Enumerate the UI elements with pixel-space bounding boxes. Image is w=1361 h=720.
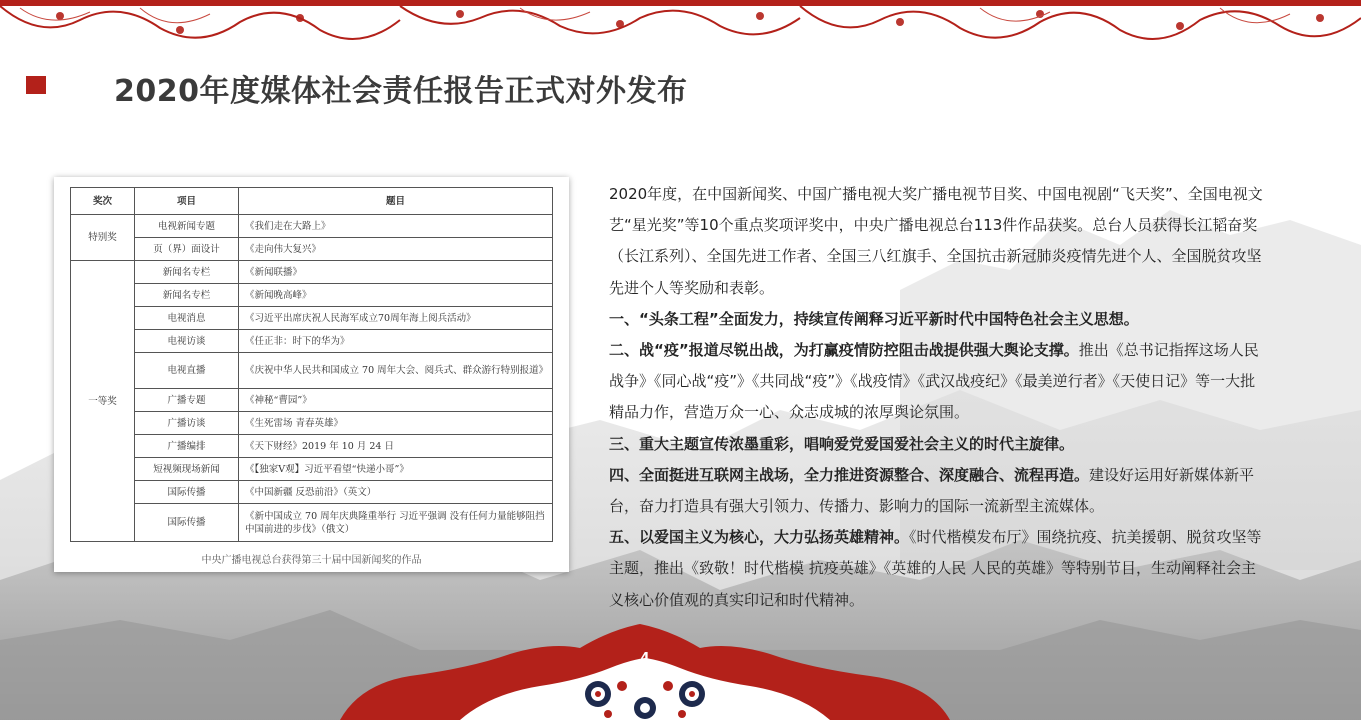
point-5 xyxy=(609,522,1269,616)
point-3 xyxy=(609,429,1269,460)
title-cell: 《生死雷场 青春英雄》 xyxy=(239,412,553,435)
item-cell: 短视频现场新闻 xyxy=(135,458,239,481)
item-cell: 电视直播 xyxy=(135,353,239,389)
report-summary xyxy=(609,179,1269,616)
table-row xyxy=(71,481,553,504)
item-cell: 新闻名专栏 xyxy=(135,284,239,307)
title-cell: 《新闻联播》 xyxy=(239,261,553,284)
point-2-text: 推出《总书记指挥这场人民战争》《同心战“疫”》《共同战“疫”》《战疫情》《武汉战疫纪》《最美逆行者》《天使日记》等一大批精品力作，营造万众一心、众志成城的浓厚舆论氛围。 xyxy=(609,341,1259,422)
bottom-ornament xyxy=(340,624,950,720)
title-cell: 《新闻晚高峰》 xyxy=(239,284,553,307)
column-header-award: 奖次 xyxy=(71,188,135,215)
point-1 xyxy=(609,304,1269,335)
point-1-heading: 一、“头条工程”全面发力，持续宣传阐释习近平新时代中国特色社会主义思想。 xyxy=(609,309,1139,328)
title-marker xyxy=(26,76,46,94)
table-row xyxy=(71,284,553,307)
point-5-heading: 五、以爱国主义为核心，大力弘扬英雄精神。 xyxy=(609,528,910,547)
top-decorative-border xyxy=(0,0,1361,56)
item-cell: 国际传播 xyxy=(135,481,239,504)
title-cell: 《天下财经》2019 年 10 月 24 日 xyxy=(239,435,553,458)
award-cell: 特别奖 xyxy=(71,215,135,261)
title-cell: 《任正非：时下的华为》 xyxy=(239,330,553,353)
title-cell: 《【独家V观】习近平看望“快递小哥”》 xyxy=(239,458,553,481)
title-cell: 《新中国成立 70 周年庆典隆重举行 习近平强调 没有任何力量能够阻挡中国前进的步伐》（俄文） xyxy=(239,504,553,542)
title-cell: 《我们走在大路上》 xyxy=(239,215,553,238)
item-cell: 广播编排 xyxy=(135,435,239,458)
page-title: 2020年度媒体社会责任报告正式对外发布 xyxy=(114,74,688,109)
item-cell: 电视消息 xyxy=(135,307,239,330)
table-row xyxy=(71,307,553,330)
table-row xyxy=(71,389,553,412)
point-2-heading: 二、战“疫”报道尽锐出战，为打赢疫情防控阻击战提供强大舆论支撑。 xyxy=(609,341,1079,360)
column-header-title: 题目 xyxy=(239,188,553,215)
table-row xyxy=(71,435,553,458)
title-cell: 《庆祝中华人民共和国成立 70 周年大会、阅兵式、群众游行特别报道》 xyxy=(239,353,553,389)
intro-paragraph: 2020年度，在中国新闻奖、中国广播电视大奖广播电视节目奖、中国电视剧“飞天奖”、全国电视文艺“星光奖”等10个重点奖项评奖中，中央广播电视总台113件作品获奖。总台人员获得长江韬奋奖（长江系列）、全国先进工作者、全国三八红旗手、全国抗击新冠肺炎疫情先进个人、全国脱贫攻坚先进个人等奖励和表彰。 xyxy=(609,185,1263,297)
table-caption: 中央广播电视总台获得第三十届中国新闻奖的作品 xyxy=(201,555,422,566)
item-cell: 电视访谈 xyxy=(135,330,239,353)
point-4-heading: 四、全面挺进互联网主战场，全力推进资源整合、深度融合、流程再造。 xyxy=(609,465,1090,484)
table-row xyxy=(71,238,553,261)
table-header-row xyxy=(71,188,553,215)
award-table xyxy=(70,187,553,542)
table-row xyxy=(71,412,553,435)
award-cell: 一等奖 xyxy=(71,261,135,542)
item-cell: 页（界）面设计 xyxy=(135,238,239,261)
table-row xyxy=(71,504,553,542)
point-4-text: 建设好运用好新媒体新平台，奋力打造具有强大引领力、传播力、影响力的国际一流新型主流媒体。 xyxy=(609,465,1255,516)
item-cell: 广播专题 xyxy=(135,389,239,412)
item-cell: 新闻名专栏 xyxy=(135,261,239,284)
title-cell: 《走向伟大复兴》 xyxy=(239,238,553,261)
item-cell: 电视新闻专题 xyxy=(135,215,239,238)
page-number: 4 xyxy=(640,651,650,666)
table-row xyxy=(71,215,553,238)
column-header-item: 项目 xyxy=(135,188,239,215)
award-table-card xyxy=(54,177,569,572)
point-3-heading: 三、重大主题宣传浓墨重彩，唱响爱党爱国爱社会主义的时代主旋律。 xyxy=(609,434,1075,453)
title-cell: 《中国新疆 反恐前沿》（英文） xyxy=(239,481,553,504)
title-cell: 《习近平出席庆祝人民海军成立70周年海上阅兵活动》 xyxy=(239,307,553,330)
item-cell: 广播访谈 xyxy=(135,412,239,435)
point-5-text: 《时代楷模发布厅》围绕抗疫、抗美援朝、脱贫攻坚等主题，推出《致敬！时代楷模 抗疫英雄》《英雄的人民 人民的英雄》等特别节目，生动阐释社会主义核心价值观的真实印记和时代精神。 xyxy=(609,528,1262,609)
table-row xyxy=(71,353,553,389)
table-row xyxy=(71,330,553,353)
item-cell: 国际传播 xyxy=(135,504,239,542)
title-cell: 《神秘“曹园”》 xyxy=(239,389,553,412)
table-row xyxy=(71,458,553,481)
table-row xyxy=(71,261,553,284)
point-4 xyxy=(609,460,1269,522)
point-2 xyxy=(609,335,1269,429)
